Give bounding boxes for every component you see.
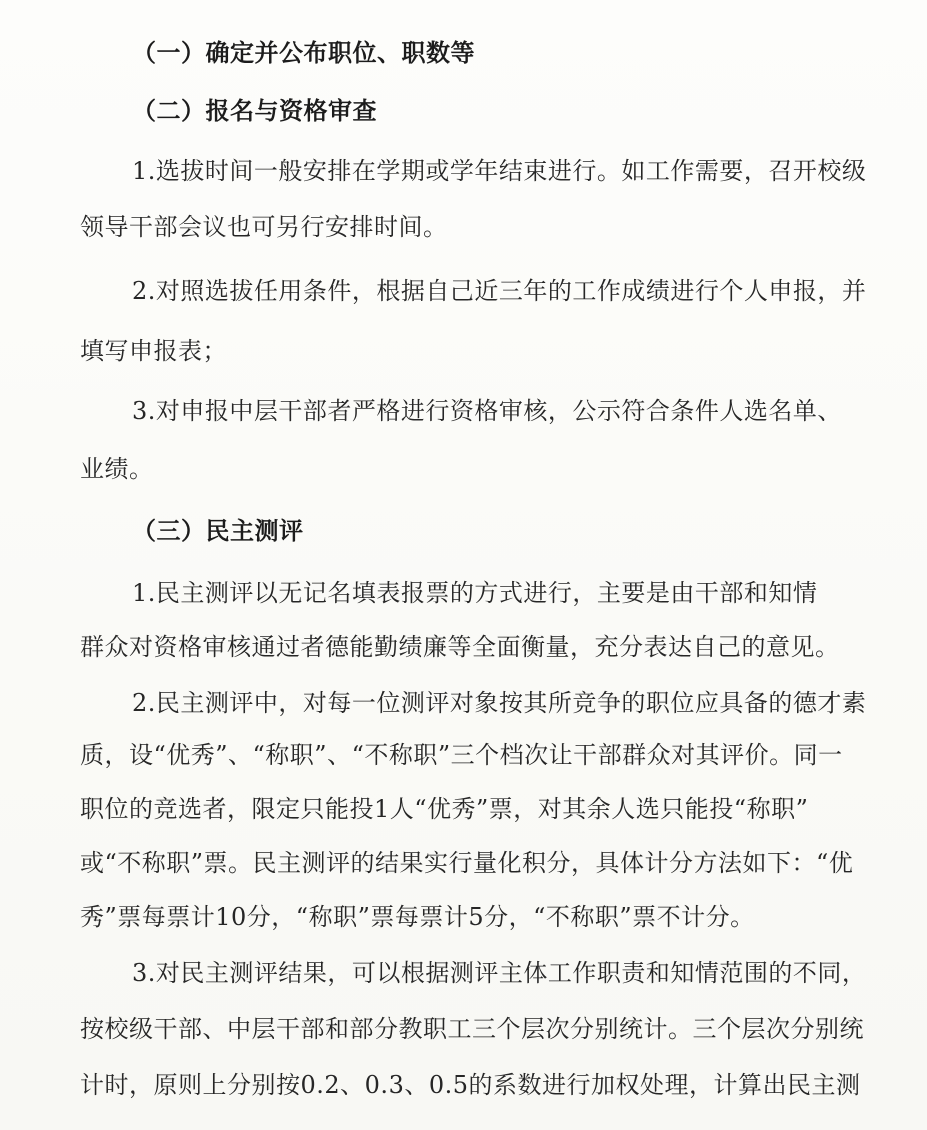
paragraph-line: 3.对民主测评结果，可以根据测评主体工作职责和知情范围的不同， bbox=[132, 959, 867, 987]
paragraph-line: 领导干部会议也可另行安排时间。 bbox=[80, 213, 448, 241]
paragraph-line: 质，设“优秀”、“称职”、“不称职”三个档次让干部群众对其评价。同一 bbox=[80, 741, 843, 769]
paragraph-line: 或“不称职”票。民主测评的结果实行量化积分，具体计分方法如下：“优 bbox=[80, 849, 854, 877]
section-heading-1: （一）确定并公布职位、职数等 bbox=[132, 38, 475, 67]
paragraph-line: 计时，原则上分别按0.2、0.3、0.5的系数进行加权处理，计算出民主测 bbox=[80, 1071, 861, 1099]
paragraph-line: 职位的竞选者，限定只能投1人“优秀”票，对其余人选只能投“称职” bbox=[80, 795, 809, 823]
paragraph-line: 按校级干部、中层干部和部分教职工三个层次分别统计。三个层次分别统 bbox=[80, 1015, 864, 1043]
paragraph-line: 业绩。 bbox=[80, 455, 154, 483]
section-heading-2: （二）报名与资格审查 bbox=[132, 96, 377, 125]
paragraph-line: 3.对申报中层干部者严格进行资格审核，公示符合条件人选名单、 bbox=[132, 397, 842, 425]
paragraph-line: 1.民主测评以无记名填表报票的方式进行，主要是由干部和知情 bbox=[132, 579, 818, 607]
paragraph-line: 群众对资格审核通过者德能勤绩廉等全面衡量，充分表达自己的意见。 bbox=[80, 633, 840, 661]
paragraph-line: 填写申报表； bbox=[80, 337, 227, 365]
paragraph-line: 1.选拔时间一般安排在学期或学年结束进行。如工作需要，召开校级 bbox=[132, 157, 867, 185]
paragraph-line: 2.对照选拔任用条件，根据自己近三年的工作成绩进行个人申报，并 bbox=[132, 277, 867, 305]
paragraph-line: 秀”票每票计10分，“称职”票每票计5分，“不称职”票不计分。 bbox=[80, 903, 755, 931]
paragraph-line: 2.民主测评中，对每一位测评对象按其所竞争的职位应具备的德才素 bbox=[132, 689, 867, 717]
section-heading-3: （三）民主测评 bbox=[132, 516, 304, 545]
